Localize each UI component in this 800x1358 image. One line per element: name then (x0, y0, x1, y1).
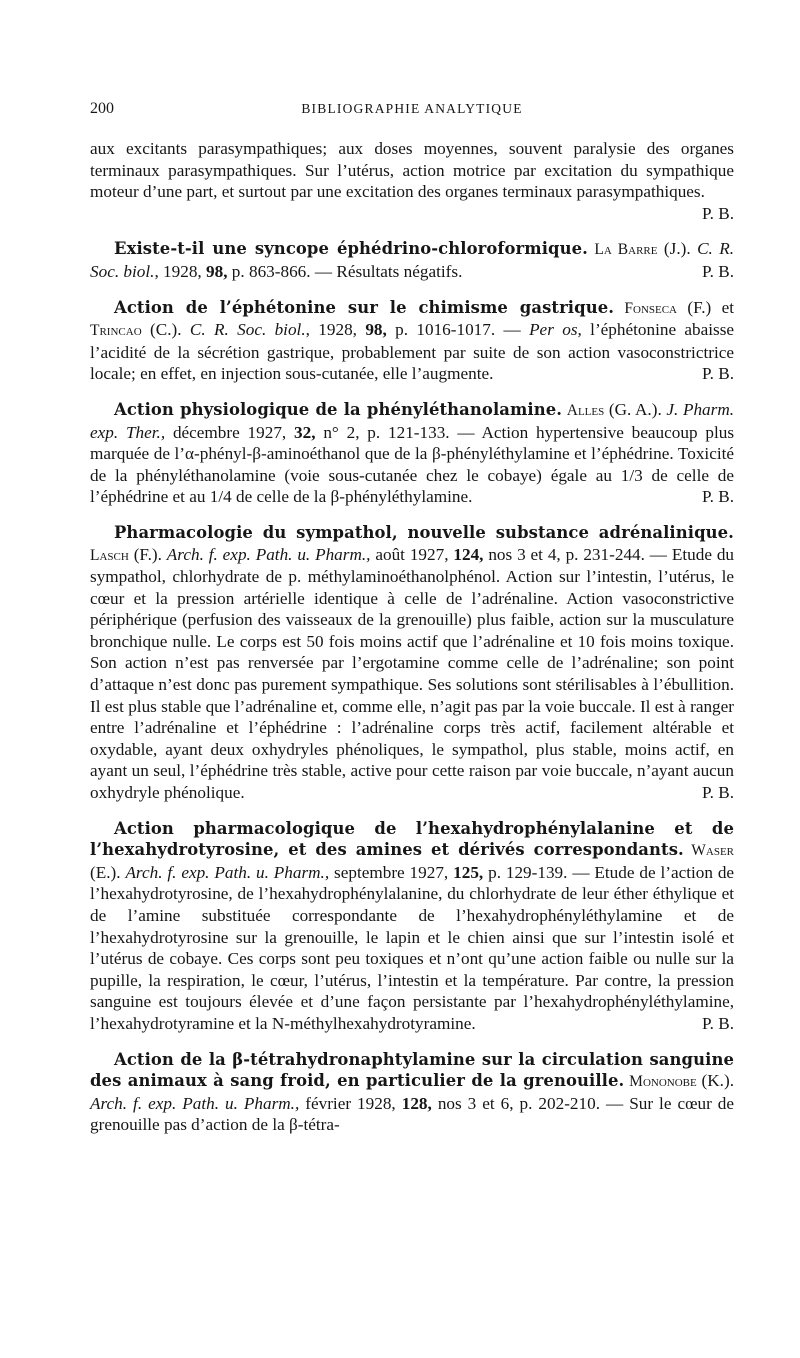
entry-author: Lasch (90, 546, 129, 564)
entry-pages: p. 1016-1017. — (395, 320, 521, 340)
running-header (90, 98, 734, 120)
entry-journal: Arch. f. exp. Path. u. Pharm., (166, 544, 371, 564)
bibliography-entry: Existe-t-il une syncope éphédrino-chloroformique. La Barre (J.). C. R. Soc. biol., 1928, 98, p. 863-866. — Résultats négatifs. P. B. (90, 239, 735, 281)
running-title: BIBLIOGRAPHIE ANALYTIQUE (301, 101, 523, 116)
entry-year: 1928, (163, 261, 202, 281)
entry-continuation (90, 138, 734, 223)
entry-author-initials: (F.) et (687, 297, 734, 317)
entry-body: Sur le cœur de grenouille pas d’action de la β-tétra- (90, 1093, 735, 1135)
entry-volume: 125, (453, 862, 484, 882)
entry-pages: nos 3 et 4, p. 231-244. — (488, 544, 667, 564)
entry-year: août 1927, (375, 544, 449, 564)
entry-year: 1928, (318, 320, 357, 340)
entry-journal: J. Pharm. exp. Ther., (90, 399, 735, 442)
entry-signature: P. B. (701, 1013, 734, 1033)
page-number: 200 (90, 100, 114, 117)
entry-author-initials: (F.). (133, 544, 162, 564)
entry-author-initials: (J.). (663, 239, 691, 259)
bibliography-entry (90, 818, 734, 1035)
entry-year: septembre 1927, (334, 862, 449, 882)
entry-author: La Barre (594, 241, 658, 259)
entry-volume: 32, (294, 422, 316, 442)
entry-volume: 124, (453, 544, 484, 564)
entry-author-initials: (G. A.). (608, 399, 662, 419)
entry-journal: C. R. Soc. biol. (90, 239, 735, 281)
entry-journal: C. R. Soc. biol. (189, 320, 306, 340)
entry-title: Existe-t-il une syncope éphédrino-chloroformique. (114, 239, 588, 259)
bibliography-entry: Action de l’éphétonine sur le chimisme gastrique. Fonseca (F.) et Trincao (C.). C. R. Soc. biol., 1928, 98, p. 1016-1017. — Per os, l’éphétonine abaisse l’acidité de la sécrétion gastrique, probablement par suite de son action vasoconstrictrice locale; en effet, en injection sous-cutanée, elle l’augmente. P. B. (90, 297, 735, 384)
entry-year: février 1928, (305, 1093, 396, 1113)
entry-body: aux excitants parasympathiques; aux doses moyennes, souvent paralysie des organes terminaux parasympathiques. Sur l’utérus, action motrice par excitation du sympathique moteur d’une part, et surtout par une excitation des organes terminaux parasympathiques. (90, 139, 734, 202)
entry-title: Action pharmacologique de l’hexahydrophénylalanine et de l’hexahydrotyrosine, et des amines et dérivés correspondants. (90, 818, 734, 860)
entry-volume: 128, (401, 1093, 432, 1113)
entry-author-initials: (K.). (701, 1071, 735, 1091)
entry-author: Mononobe (629, 1073, 697, 1091)
entry-signature: P. B. (701, 364, 734, 384)
entry-pages: nos 3 et 6, p. 202-210. — (437, 1093, 624, 1113)
entry-pages: n° 2, p. 121-133. — (323, 422, 475, 442)
entry-author: Waser (691, 842, 735, 860)
entry-author-2-initials: (C.). (150, 320, 182, 340)
entry-title: Pharmacologie du sympathol, nouvelle substance adrénalinique. (114, 522, 734, 542)
entry-signature: P. B. (701, 783, 734, 803)
entry-body: Etude du sympathol, chlorhydrate de p. méthylaminoéthanolphénol. Action sur l’intestin, l’utérus, le cœur et la pression artérielle identique à celle de l’adrénaline. Action vasoconstrictive périphérique (perfusion des vaisseaux de la grenouille) plus faible, action sur la musculature bronchique nulle. Le corps est 50 fois moins actif que l’adrénaline et 10 fois moins toxique. Son action n’est pas renversée par l’ergotamine comme celle de l’adrénaline; son point d’attaque n’est donc pas purement sympathique. Ses solutions sont stérilisables à l’ébullition. Il est plus stable que l’adrénaline et, comme elle, n’agit pas par la voie buccale. Il est à ranger entre l’adrénaline et l’éphédrine : l’adrénaline corps très actif, facilement altérable et oxydable, ayant deux oxhydryles phénoliques, le sympathol, plus stable, moins actif, en ayant un seul, l’éphédrine très stable, active pour cette raison par voie buccale, n’ayant aucun oxhydryle phénolique. (90, 544, 735, 803)
entry-signature: P. B. (701, 203, 734, 223)
entry-volume: 98, (206, 261, 228, 281)
entry-body: l’éphétonine abaisse l’acidité de la sécrétion gastrique, probablement par suite de son action vasoconstrictrice locale; en effet, en injection sous-cutanée, elle l’augmente. (90, 320, 735, 384)
entry-volume: 98, (365, 320, 387, 340)
entry-author: Fonseca (624, 299, 678, 317)
entry-signature: P. B. (701, 487, 734, 507)
entry-author: Alles (566, 401, 605, 419)
entry-body: Etude de l’action de l’hexahydrotyrosine, de l’hexahydrophénylalanine, du chlorhydrate de leur éther éthylique et de l’amine substituée correspondante de l’hexahydrophényléthylamine et de l’hexahydrotyrosine sur la grenouille, le lapin et le chien ainsi que sur l’intestin isolé et l’utérus de cobaye. Ces corps sont peu toxiques et n’ont qu’une action faible ou nulle sur la pupille, la respiration, le cœur, l’utérus, l’intestin et la température. Par contre, la pression sanguine est toujours élevée et d’une façon persistante par l’hexahydrophényléthylamine, l’hexahydrotyramine et la N-méthylhexahydrotyramine. (90, 862, 735, 1033)
entry-journal: Arch. f. exp. Path. u. Pharm., (90, 1093, 300, 1113)
entry-title: Action de la β-tétrahydronaphtylamine sur la circulation sanguine des animaux à sang froid, en particulier de la grenouille. (90, 1049, 734, 1091)
entry-year: décembre 1927, (172, 422, 287, 442)
bibliography-entry (90, 399, 734, 508)
entry-title: Action physiologique de la phényléthanolamine. (114, 399, 563, 419)
entry-pages: p. 129-139. — (488, 862, 590, 882)
bibliography-entry (90, 522, 734, 804)
entry-author-2: Trincao (90, 322, 142, 340)
entry-title: Action de l’éphétonine sur le chimisme gastrique. (114, 297, 615, 317)
entry-journal: Arch. f. exp. Path. u. Pharm., (125, 862, 330, 882)
entry-body-italic: Per os, (529, 320, 582, 340)
bibliography-entry (90, 1049, 734, 1136)
entry-author-initials: (E.). (90, 862, 121, 882)
entry-signature: P. B. (701, 261, 734, 281)
entry-pages: p. 863-866. — Résultats négatifs. (231, 261, 463, 281)
entry-body: Action hypertensive beaucoup plus marquée de l’α-phényl-β-aminoéthanol que de la β-phényléthylamine et l’éphédrine. Toxicité de la phényléthanolamine (voie sous-cutanée chez le cobaye) égale au 1/3 de celle de l’éphédrine et au 1/4 de celle de la β-phényléthylamine. (90, 422, 735, 507)
